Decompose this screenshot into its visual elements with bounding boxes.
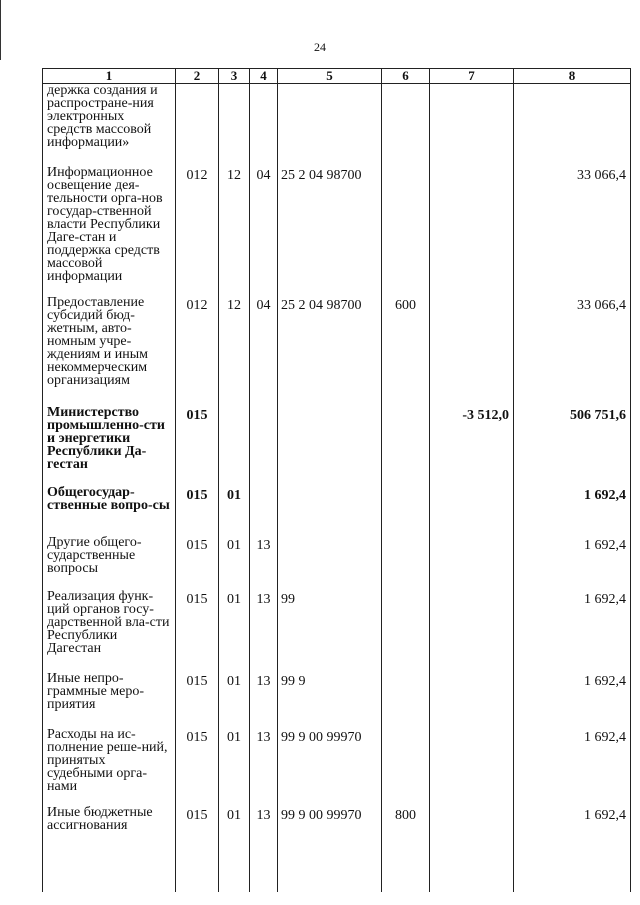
table-row <box>43 806 631 858</box>
header-col-8: 8 <box>514 69 631 84</box>
table-row <box>43 84 631 167</box>
row-col-3: 01 <box>219 536 250 590</box>
row-col-3: 12 <box>219 166 250 296</box>
row-col-8: 1 692,4 <box>514 806 631 858</box>
row-col-5: 99 9 00 99970 <box>278 728 382 806</box>
row-col-5 <box>278 84 382 167</box>
row-col-2: 015 <box>176 806 219 858</box>
row-col-8: 33 066,4 <box>514 166 631 296</box>
table-row <box>43 728 631 806</box>
table-row <box>43 536 631 590</box>
page-number: 24 <box>314 40 326 54</box>
row-name: Министерство промышленно-сти и энергетики Республики Да-гестан <box>43 406 176 486</box>
header-col-7: 7 <box>430 69 514 84</box>
row-col-6 <box>382 486 430 536</box>
row-col-7 <box>430 166 514 296</box>
row-col-4: 04 <box>250 296 278 406</box>
row-col-2 <box>176 84 219 167</box>
row-name: Расходы на ис-полнение реше-ний, принятых судебными орга-нами <box>43 728 176 806</box>
table-row <box>43 672 631 728</box>
row-col-4: 04 <box>250 166 278 296</box>
row-col-5 <box>278 536 382 590</box>
row-col-5: 25 2 04 98700 <box>278 166 382 296</box>
row-name: Иные непро-граммные меро-приятия <box>43 672 176 728</box>
row-col-8: 506 751,6 <box>514 406 631 486</box>
row-col-5 <box>278 406 382 486</box>
row-col-6 <box>382 728 430 806</box>
row-col-4: 13 <box>250 728 278 806</box>
row-col-3: 01 <box>219 486 250 536</box>
row-col-6 <box>382 590 430 672</box>
empty-cell <box>278 858 382 892</box>
row-col-2: 015 <box>176 536 219 590</box>
row-col-4: 13 <box>250 806 278 858</box>
empty-cell <box>514 858 631 892</box>
row-col-7 <box>430 84 514 167</box>
row-col-3: 01 <box>219 728 250 806</box>
row-col-4: 13 <box>250 536 278 590</box>
row-col-4: 13 <box>250 672 278 728</box>
row-col-3: 01 <box>219 806 250 858</box>
row-col-4: 13 <box>250 590 278 672</box>
row-col-2: 015 <box>176 590 219 672</box>
row-col-8: 1 692,4 <box>514 728 631 806</box>
row-col-6 <box>382 84 430 167</box>
row-col-2: 015 <box>176 672 219 728</box>
header-row <box>43 69 631 84</box>
empty-cell <box>219 858 250 892</box>
row-name: держка создания и распростране-ния электронных средств массовой информации» <box>43 84 176 167</box>
table-tail <box>43 858 631 892</box>
row-col-2: 015 <box>176 728 219 806</box>
row-col-2: 015 <box>176 406 219 486</box>
row-col-3 <box>219 84 250 167</box>
row-col-8: 1 692,4 <box>514 590 631 672</box>
row-col-6 <box>382 536 430 590</box>
row-col-6 <box>382 672 430 728</box>
header-col-3: 3 <box>219 69 250 84</box>
table-row <box>43 590 631 672</box>
empty-cell <box>430 858 514 892</box>
row-col-5 <box>278 486 382 536</box>
table-row <box>43 166 631 296</box>
header-col-5: 5 <box>278 69 382 84</box>
row-col-4 <box>250 486 278 536</box>
row-col-7 <box>430 590 514 672</box>
empty-cell <box>250 858 278 892</box>
row-col-8: 1 692,4 <box>514 536 631 590</box>
budget-table <box>42 68 631 892</box>
row-col-7 <box>430 486 514 536</box>
row-col-6: 800 <box>382 806 430 858</box>
header-col-2: 2 <box>176 69 219 84</box>
row-col-3 <box>219 406 250 486</box>
row-col-7 <box>430 806 514 858</box>
row-col-7 <box>430 296 514 406</box>
empty-cell <box>176 858 219 892</box>
row-col-3: 01 <box>219 590 250 672</box>
header-col-4: 4 <box>250 69 278 84</box>
table-row <box>43 296 631 406</box>
row-col-6 <box>382 406 430 486</box>
row-name: Другие общего-сударственные вопросы <box>43 536 176 590</box>
row-col-6: 600 <box>382 296 430 406</box>
row-name: Предоставление субсидий бюд-жетным, авто-номным учре-ждениям и иным некоммерческим организациям <box>43 296 176 406</box>
row-col-4 <box>250 84 278 167</box>
row-col-7: -3 512,0 <box>430 406 514 486</box>
row-col-5: 99 9 00 99970 <box>278 806 382 858</box>
row-col-2: 012 <box>176 166 219 296</box>
row-name: Информационное освещение дея-тельности орга-нов государ-ственной власти Республики Даге-стан и поддержка средств массовой информации <box>43 166 176 296</box>
row-col-4 <box>250 406 278 486</box>
row-col-7 <box>430 728 514 806</box>
row-col-5: 99 <box>278 590 382 672</box>
row-col-7 <box>430 536 514 590</box>
row-col-3: 01 <box>219 672 250 728</box>
row-col-8: 1 692,4 <box>514 672 631 728</box>
row-col-3: 12 <box>219 296 250 406</box>
row-col-5: 99 9 <box>278 672 382 728</box>
row-col-8 <box>514 84 631 167</box>
header-col-6: 6 <box>382 69 430 84</box>
table-row <box>43 486 631 536</box>
table-row <box>43 406 631 486</box>
header-col-1: 1 <box>43 69 176 84</box>
row-name: Реализация функ-ций органов госу-дарственной вла-сти Республики Дагестан <box>43 590 176 672</box>
row-col-8: 33 066,4 <box>514 296 631 406</box>
row-col-2: 015 <box>176 486 219 536</box>
row-col-7 <box>430 672 514 728</box>
empty-cell <box>382 858 430 892</box>
empty-cell <box>43 858 176 892</box>
row-col-5: 25 2 04 98700 <box>278 296 382 406</box>
row-col-2: 012 <box>176 296 219 406</box>
row-col-8: 1 692,4 <box>514 486 631 536</box>
row-col-6 <box>382 166 430 296</box>
row-name: Иные бюджетные ассигнования <box>43 806 176 858</box>
row-name: Общегосудар-ственные вопро-сы <box>43 486 176 536</box>
